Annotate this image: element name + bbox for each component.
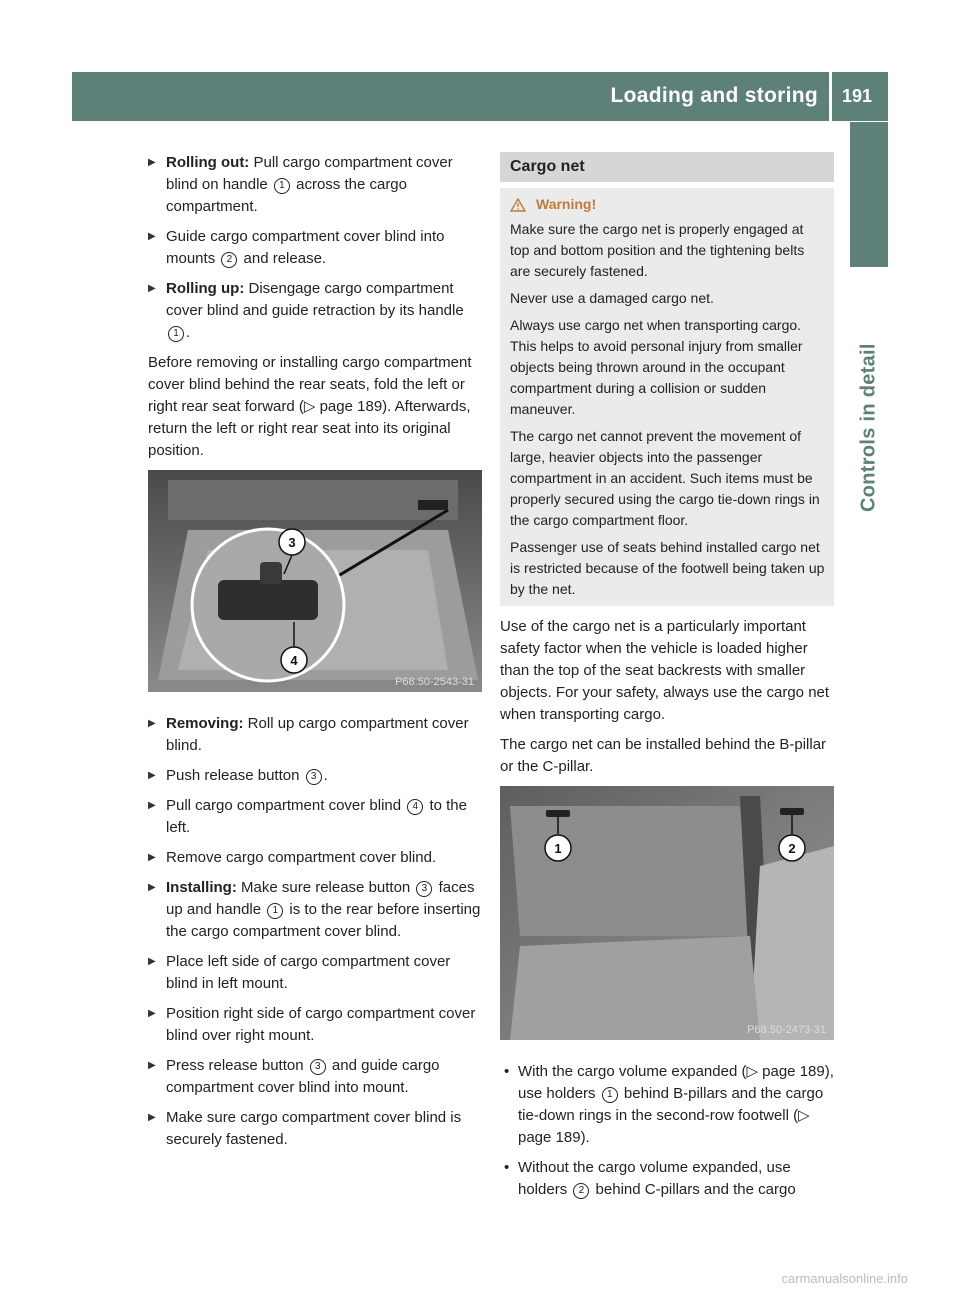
cargo-net-illustration — [500, 786, 834, 1040]
figure-cargo-net — [500, 786, 834, 1047]
step-removing: ▶ Removing: Roll up cargo compartment cover blind. — [148, 713, 484, 757]
warning-text: The cargo net cannot prevent the movement of large, heavier objects into the passenger compartment in an accident. Such items must be properly secured using the cargo tie-down rings in the cargo compartment floor. — [510, 428, 820, 528]
warning-text: Make sure the cargo net is properly engaged at top and bottom position and the tightening belts are securely fastened. — [510, 221, 805, 279]
page-title: Loading and storing — [610, 84, 818, 107]
step-guide: ▶ Guide cargo compartment cover blind into mounts 2 and release. — [148, 226, 484, 270]
left-column — [148, 152, 484, 1159]
step-position: ▶ Position right side of cargo compartment cover blind over right mount. — [148, 1003, 484, 1047]
step-secure: ▶ Make sure cargo compartment cover blind is securely fastened. — [148, 1107, 484, 1151]
side-tab-label: Controls in detail — [857, 343, 880, 512]
right-column — [500, 152, 834, 1209]
section-heading: Cargo net — [500, 152, 834, 182]
step-rolling-up: ▶ Rolling up: Disengage cargo compartment cover blind and guide retraction by its handle 1 . — [148, 278, 484, 344]
step-push: ▶ Push release button 3 . — [148, 765, 484, 787]
side-tab-block — [850, 122, 888, 267]
callout-2: 2 — [221, 252, 237, 268]
svg-text:3: 3 — [288, 535, 296, 550]
figure-label: P68.50-2473-31 — [747, 1024, 826, 1036]
step-remove: ▶ Remove cargo compartment cover blind. — [148, 847, 484, 869]
step-press: ▶ Press release button 3 and guide cargo compartment cover blind into mount. — [148, 1055, 484, 1099]
bullet-item: • With the cargo volume expanded (▷ page 189), use holders 1 behind B-pillars and the cargo tie-down rings in the second-row footwell (▷ page 189). — [500, 1061, 834, 1149]
warning-triangle-icon — [510, 198, 526, 212]
warning-heading: Warning! — [510, 194, 826, 215]
callout-1: 1 — [168, 326, 184, 342]
step-installing: ▶ Installing: Make sure release button 3 faces up and handle 1 is to the rear before inserting the cargo compartment cover blind. — [148, 877, 484, 943]
intro-paragraph: Before removing or installing cargo compartment cover blind behind the rear seats, fold the left or right rear seat forward (▷ page 189). Afterwards, return the left or right rear seat into its original position. — [148, 354, 472, 459]
bullet-item: • Without the cargo volume expanded, use holders 2 behind C-pillars and the cargo — [500, 1157, 834, 1201]
figure-cover-blind — [148, 470, 482, 699]
page-number: 191 — [842, 86, 873, 106]
svg-text:1: 1 — [554, 841, 562, 856]
warning-text: Never use a damaged cargo net. — [510, 290, 714, 306]
callout-1: 1 — [274, 178, 290, 194]
warning-text: Always use cargo net when transporting cargo. This helps to avoid personal injury from smaller objects being thrown around in the occupant compartment during a collision or sudden maneuver. — [510, 317, 803, 417]
header-divider — [829, 72, 832, 121]
figure-label: P68.50-2543-31 — [395, 676, 474, 688]
svg-text:4: 4 — [290, 653, 298, 668]
body-paragraph: Use of the cargo net is a particularly important safety factor when the vehicle is loaded higher than the top of the seat backrests with smaller objects. For your safety, always use the cargo net when transporting cargo. — [500, 618, 830, 723]
step-rolling-out: ▶ Rolling out: Pull cargo compartment cover blind on handle 1 across the cargo compartment. — [148, 152, 484, 218]
watermark: carmanualsonline.info — [781, 1271, 908, 1286]
warning-text: Passenger use of seats behind installed cargo net is restricted because of the footwell being taken up by the net. — [510, 539, 825, 597]
step-pull: ▶ Pull cargo compartment cover blind 4 to the left. — [148, 795, 484, 839]
cargo-cover-illustration — [148, 470, 482, 692]
step-place: ▶ Place left side of cargo compartment cover blind in left mount. — [148, 951, 484, 995]
body-paragraph: The cargo net can be installed behind the B-pillar or the C-pillar. — [500, 736, 827, 775]
svg-text:2: 2 — [788, 841, 796, 856]
warning-box — [500, 188, 834, 606]
